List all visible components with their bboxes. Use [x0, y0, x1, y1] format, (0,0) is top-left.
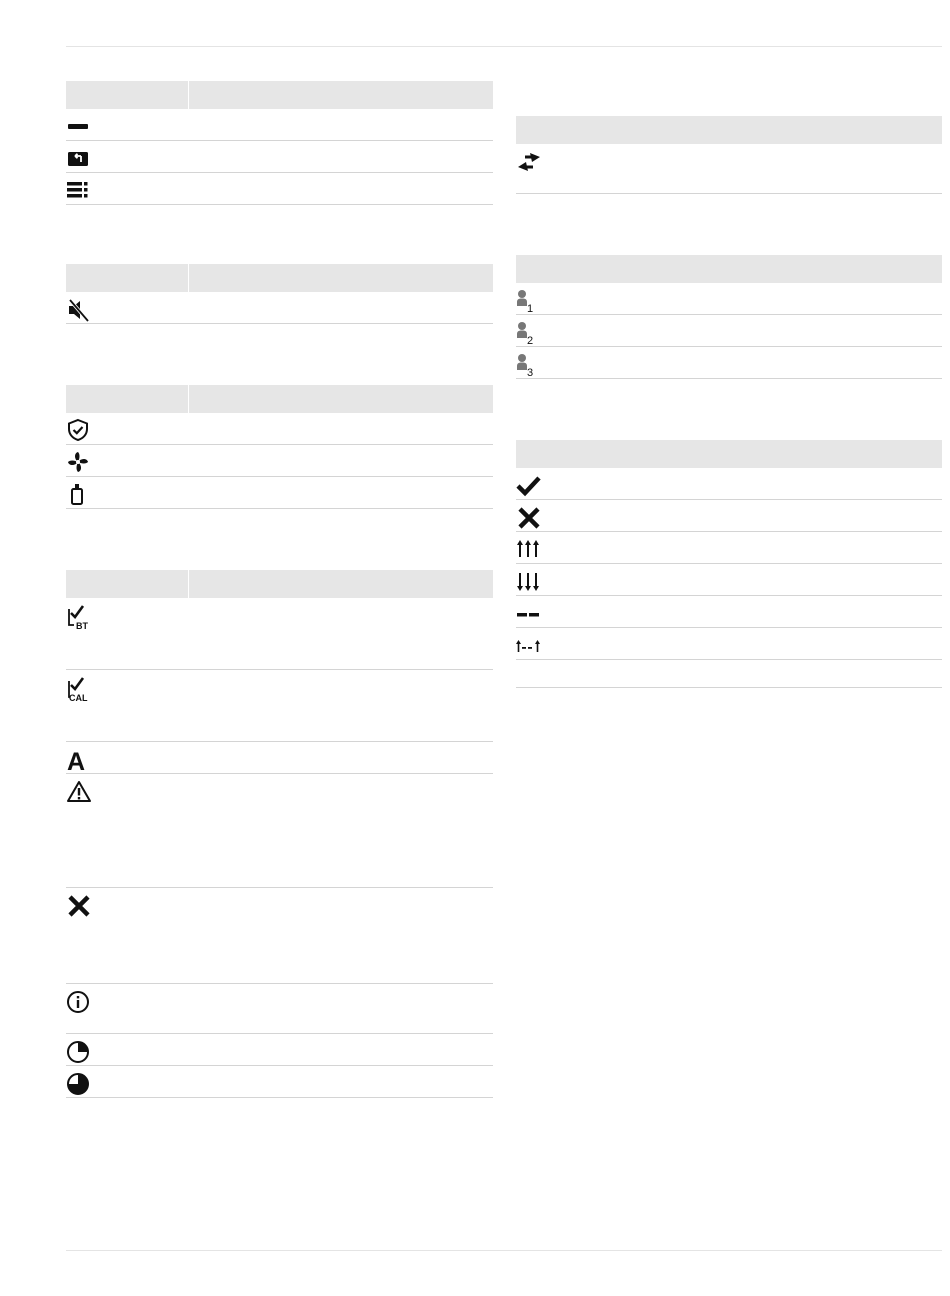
menu-list-icon — [66, 178, 92, 202]
table-header — [66, 570, 493, 598]
table-header — [66, 81, 493, 109]
triple-up-arrows-icon — [516, 537, 542, 561]
table-6 — [516, 255, 942, 379]
table-row — [516, 596, 942, 628]
double-dash-icon — [516, 601, 542, 625]
table-row — [516, 283, 942, 315]
table-row — [66, 413, 493, 445]
table-row — [516, 144, 942, 194]
table-header — [516, 440, 942, 468]
table-row — [66, 141, 493, 173]
table-row — [66, 477, 493, 509]
minus-bar-icon — [66, 114, 92, 138]
table-row — [66, 670, 493, 742]
user-3-icon — [516, 352, 542, 376]
table-5 — [516, 116, 942, 194]
bump-test-check-icon — [66, 603, 96, 631]
letter-a-icon — [66, 747, 92, 771]
table-row — [66, 173, 493, 205]
table-header — [516, 116, 942, 144]
table-row — [516, 564, 942, 596]
bottle-icon — [66, 482, 92, 506]
table-row — [66, 774, 493, 888]
a-label: A — [67, 748, 86, 773]
cal-label: CAL — [69, 693, 88, 703]
table-row — [516, 532, 942, 564]
table-1 — [66, 81, 493, 205]
triple-down-arrows-icon — [516, 569, 542, 593]
checkmark-icon — [516, 473, 542, 497]
table-row — [66, 445, 493, 477]
table-row — [516, 500, 942, 532]
table-row — [516, 347, 942, 379]
table-row — [66, 1066, 493, 1098]
pie-quarter-icon — [66, 1039, 92, 1063]
warning-triangle-icon — [66, 779, 92, 803]
table-row — [66, 888, 493, 984]
speaker-muted-icon — [66, 297, 92, 321]
table-2 — [66, 264, 493, 324]
table-row — [66, 292, 493, 324]
pie-three-quarter-icon — [66, 1071, 92, 1095]
table-row — [66, 984, 493, 1034]
table-header — [66, 385, 493, 413]
table-row — [66, 598, 493, 670]
shield-check-icon — [66, 418, 92, 442]
cross-icon — [66, 893, 92, 917]
table-row — [66, 742, 493, 774]
table-4 — [66, 570, 493, 1098]
calibration-check-icon — [66, 675, 96, 703]
cross-icon — [516, 505, 542, 529]
table-row — [516, 660, 942, 688]
user-2-icon — [516, 320, 542, 344]
swap-arrows-icon — [516, 149, 542, 173]
table-7 — [516, 440, 942, 688]
table-3 — [66, 385, 493, 509]
table-row — [516, 468, 942, 500]
fan-icon — [66, 450, 92, 474]
table-row — [516, 315, 942, 347]
table-header — [516, 255, 942, 283]
user-number: 2 — [527, 335, 534, 346]
table-row — [516, 628, 942, 660]
range-bracket-icon — [516, 633, 542, 657]
user-number: 1 — [527, 303, 534, 314]
info-circle-icon — [66, 989, 92, 1013]
table-row — [66, 1034, 493, 1066]
table-header — [66, 264, 493, 292]
table-row — [66, 109, 493, 141]
return-arrow-icon — [66, 146, 92, 170]
top-rule — [66, 46, 942, 47]
bt-label: BT — [76, 621, 88, 631]
bottom-rule — [66, 1250, 942, 1251]
user-1-icon — [516, 288, 542, 312]
user-number: 3 — [527, 367, 534, 378]
